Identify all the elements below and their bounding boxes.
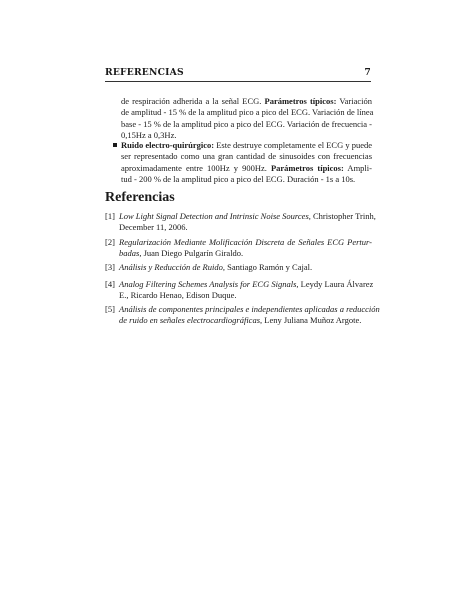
reference-label: [1] bbox=[105, 211, 115, 221]
reference-label: [4] bbox=[105, 279, 115, 289]
bullet-term: Ruido electro-quirúrgico: bbox=[121, 140, 215, 150]
text-run: Ampli- bbox=[343, 162, 372, 173]
reference-body bbox=[119, 237, 372, 260]
running-header-title: REFERENCIAS bbox=[105, 67, 184, 78]
bold-label: Parámetros típicos: bbox=[264, 96, 337, 106]
text-line bbox=[119, 237, 372, 248]
text-run: aproximadamente entre 100Hz y 900Hz. bbox=[121, 162, 271, 173]
text-line: E., Ricardo Henao, Edison Duque. bbox=[119, 290, 237, 301]
text-line: 0,15Hz a 0,3Hz. bbox=[121, 130, 177, 141]
reference-title: Análisis de componentes principales e independientes aplicadas a reducción bbox=[119, 304, 380, 314]
bullet-icon bbox=[113, 143, 117, 147]
text-line: base - 15 % de la amplitud pico a pico del ECG. Variación de frecuencia - bbox=[121, 118, 372, 129]
reference-body bbox=[119, 279, 372, 302]
reference-title: badas bbox=[119, 248, 140, 259]
reference-label: [5] bbox=[105, 304, 115, 314]
text-line: ser representado como una gran cantidad de sinusoides con frecuencias bbox=[121, 151, 372, 162]
bold-label: Parámetros típicos: bbox=[270, 162, 344, 173]
text-run: , Leydy Laura Álvarez bbox=[296, 279, 374, 289]
reference-title: Regularización Mediante Molificación Discreta de Señales ECG Pertur- bbox=[119, 237, 372, 247]
reference-label: [3] bbox=[105, 262, 115, 272]
text-line bbox=[121, 140, 372, 151]
text-line bbox=[121, 96, 372, 107]
text-line: tud - 200 % de la amplitud pico a pico del ECG. Duración - 1s a 10s. bbox=[121, 174, 356, 185]
reference-title: Analog Filtering Schemes Analysis for ECG Signals bbox=[119, 279, 297, 289]
text-line bbox=[119, 304, 380, 315]
text-line bbox=[119, 279, 372, 290]
text-run: de respiración adherida a la señal ECG. bbox=[121, 96, 265, 106]
text-line: December 11, 2006. bbox=[119, 222, 188, 233]
text-run: , Christopher Trinh, bbox=[308, 211, 376, 221]
reference-body bbox=[119, 211, 376, 234]
text-line bbox=[121, 163, 372, 174]
text-run: Variación bbox=[336, 96, 372, 106]
text-line bbox=[119, 262, 372, 273]
reference-title: Low Light Signal Detection and Intrinsic Noise Sources bbox=[119, 211, 309, 221]
text-line bbox=[119, 315, 372, 326]
bullet-item bbox=[121, 140, 372, 186]
reference-title: de ruido en señales electrocardiográficas bbox=[119, 315, 261, 326]
text-line: de amplitud - 15 % de la amplitud pico a pico del ECG. Variación de línea bbox=[121, 107, 374, 118]
text-run: Este destruye completamente el ECG y puede bbox=[214, 140, 372, 150]
text-line bbox=[119, 248, 372, 259]
continued-paragraph bbox=[121, 96, 372, 142]
header-rule bbox=[105, 81, 371, 82]
reference-label: [2] bbox=[105, 237, 115, 247]
reference-body bbox=[119, 262, 372, 273]
running-header bbox=[105, 67, 371, 81]
text-run: , Santiago Ramón y Cajal. bbox=[222, 262, 313, 272]
text-line bbox=[119, 211, 376, 222]
reference-body bbox=[119, 304, 380, 327]
section-heading: Referencias bbox=[105, 190, 175, 205]
reference-title: Análisis y Reducción de Ruido bbox=[119, 262, 223, 272]
page-number: 7 bbox=[364, 67, 371, 78]
text-run: , Leny Juliana Muñoz Argote. bbox=[260, 315, 362, 326]
text-run: , Juan Diego Pulgarín Giraldo. bbox=[139, 248, 244, 259]
